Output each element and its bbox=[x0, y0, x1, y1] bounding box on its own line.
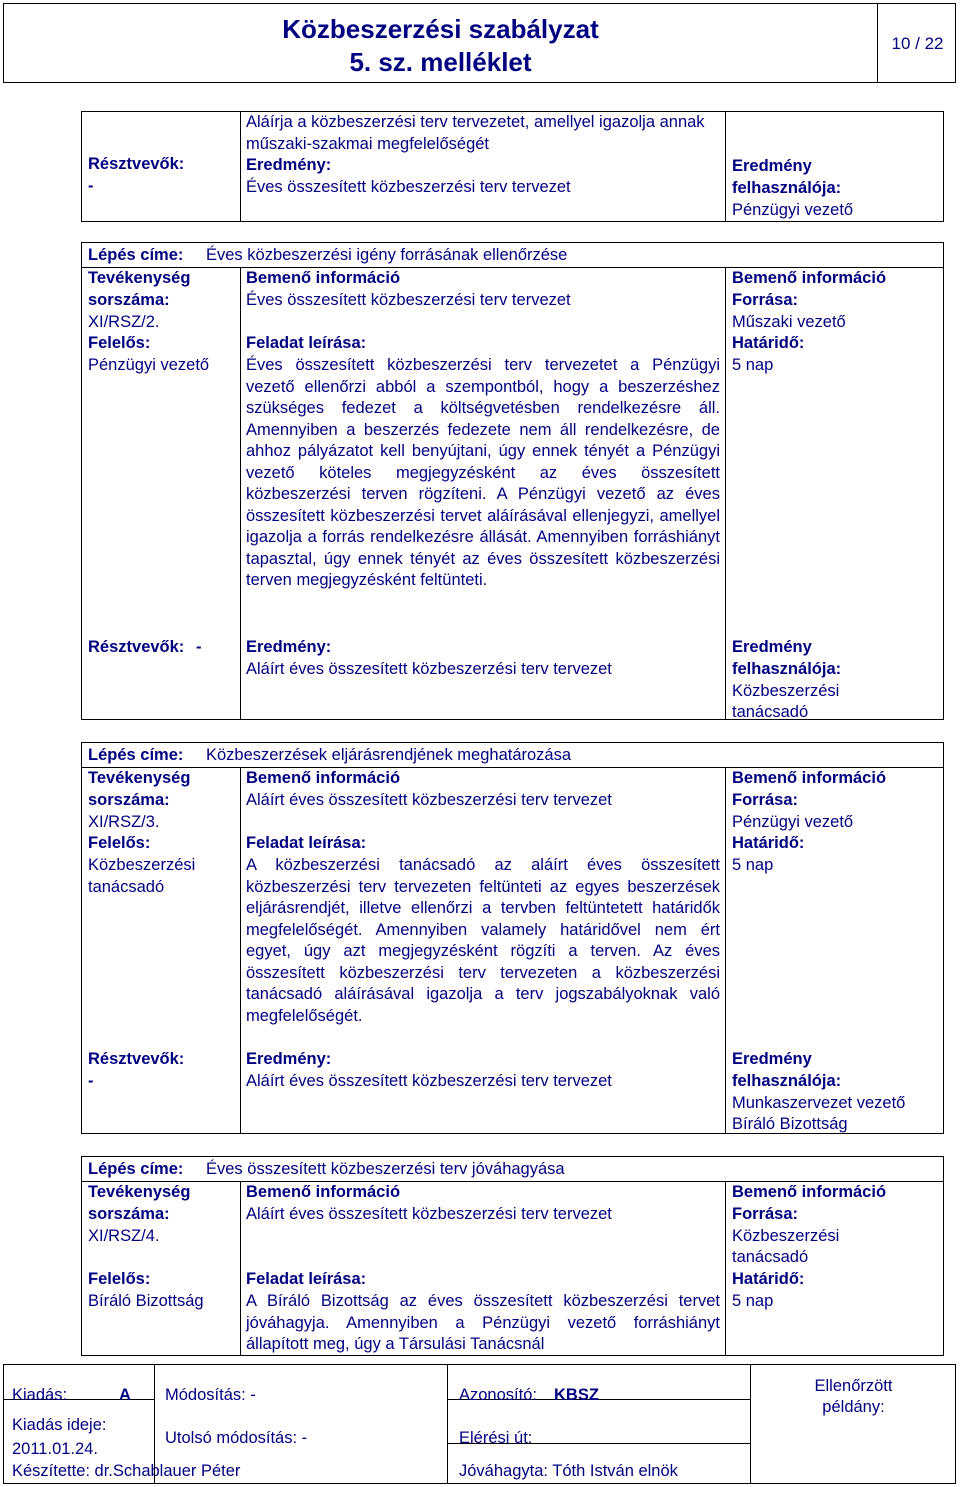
step-title: Éves összesített közbeszerzési terv jóváhagyása bbox=[206, 1160, 565, 1178]
participants-label: Résztvevők: bbox=[88, 638, 185, 656]
activity-label: Tevékenység bbox=[88, 769, 191, 787]
activity-code: XI/RSZ/4. bbox=[88, 1227, 160, 1245]
task-text: A közbeszerzési tanácsadó az aláírt éves összesített közbeszerzési terv tervezeten feltünteti az egyes beszerzések eljárásrendjét, illetve ellenőrzi a tervben feltüntetett határidők megfelelőségét. Amennyiben valamely határidővel nem ért egyet, úgy azt megjegyzésként rögzíti a terven. Az éves összesített közbeszerzési terv tervezeten a közbeszerzési tanácsadó aláírásával igazolja a terv jogszabályoknak való megfelelőségét. bbox=[246, 856, 720, 1025]
input-value: Éves összesített közbeszerzési terv tervezet bbox=[246, 291, 571, 309]
input-value: Aláírt éves összesített közbeszerzési terv tervezet bbox=[246, 1205, 612, 1223]
source-label: Bemenő információ bbox=[732, 269, 887, 287]
input-value: Aláírt éves összesített közbeszerzési terv tervezet bbox=[246, 791, 612, 809]
result-user-value: Munkaszervezet vezető bbox=[732, 1094, 906, 1112]
source-value: Közbeszerzési bbox=[732, 1227, 840, 1245]
document-title: Közbeszerzési szabályzat bbox=[282, 14, 599, 44]
source-label-2: Forrása: bbox=[732, 791, 799, 809]
step-title-label: Lépés címe: bbox=[88, 1160, 184, 1178]
result-value: Aláírt éves összesített közbeszerzési terv tervezet bbox=[246, 1072, 612, 1090]
step-block-3 bbox=[81, 742, 944, 1134]
participants-value: - bbox=[196, 638, 202, 656]
source-label: Bemenő információ bbox=[732, 1183, 887, 1201]
activity-label-2: sorszáma: bbox=[88, 291, 170, 309]
responsible-label: Felelős: bbox=[88, 334, 151, 352]
task-text: Éves összesített közbeszerzési terv tervezetet a Pénzügyi vezető ellenőrzi abból a szempontból, hogy a beszerzéshez szükséges fedezet a költségvetésben rendelkezésre áll. Amennyiben a beszerzés fedezete nem áll rendelkezésre, de ahhoz pályázatot kell benyújtani, úgy ennek tényét a Pénzügyi vezető köteles megjegyzésként az éves összesített közbeszerzési terven rögzíteni. A Pénzügyi vezető az éves összesített közbeszerzési tervet aláírásával ellenjegyzi, amellyel igazolja a forrás rendelkezésre állását. Amennyiben forráshiányt tapasztal, úgy ennek tényét az éves összesített közbeszerzési terven megjegyzésként feltünteti. bbox=[246, 356, 720, 589]
source-value: Pénzügyi vezető bbox=[732, 813, 854, 831]
last-modification: Utolsó módosítás: - bbox=[165, 1429, 308, 1447]
source-value: Műszaki vezető bbox=[732, 313, 846, 331]
step-title: Közbeszerzések eljárásrendjének meghatározása bbox=[206, 746, 572, 764]
activity-label: Tevékenység bbox=[88, 269, 191, 287]
activity-code: XI/RSZ/3. bbox=[88, 813, 160, 831]
path-label: Elérési út: bbox=[459, 1429, 533, 1447]
page-header bbox=[3, 3, 956, 83]
source-label-2: Forrása: bbox=[732, 291, 799, 309]
task-label: Feladat leírása: bbox=[246, 334, 367, 352]
participants-value: - bbox=[88, 177, 94, 195]
modification: Módosítás: - bbox=[165, 1386, 256, 1404]
page-number: 10 / 22 bbox=[891, 34, 944, 53]
input-label: Bemenő információ bbox=[246, 1183, 401, 1201]
step-title-label: Lépés címe: bbox=[88, 246, 184, 264]
result-value: Aláírt éves összesített közbeszerzési terv tervezet bbox=[246, 660, 612, 678]
deadline-value: 5 nap bbox=[732, 356, 774, 374]
document-subtitle: 5. sz. melléklet bbox=[349, 47, 532, 77]
result-user-value: Közbeszerzési bbox=[732, 682, 840, 700]
task-label: Feladat leírása: bbox=[246, 834, 367, 852]
input-label: Bemenő információ bbox=[246, 269, 401, 287]
result-user-value-2: tanácsadó bbox=[732, 703, 809, 721]
deadline-value: 5 nap bbox=[732, 856, 774, 874]
deadline-value: 5 nap bbox=[732, 1292, 774, 1310]
responsible-value: Pénzügyi vezető bbox=[88, 356, 210, 374]
result-user-label: Eredmény bbox=[732, 638, 812, 656]
result-label: Eredmény: bbox=[246, 638, 332, 656]
checked-copy-label: Ellenőrzött bbox=[814, 1377, 893, 1395]
approved-by: Jóváhagyta: Tóth István elnök bbox=[459, 1462, 678, 1480]
result-user-label-2: felhasználója: bbox=[732, 179, 842, 197]
input-label: Bemenő információ bbox=[246, 769, 401, 787]
responsible-value: Bíráló Bizottság bbox=[88, 1292, 204, 1310]
deadline-label: Határidő: bbox=[732, 834, 805, 852]
identifier-label: Azonosító: bbox=[459, 1386, 537, 1404]
issue-date-value: 2011.01.24. bbox=[12, 1440, 98, 1458]
issue-value: A bbox=[119, 1386, 131, 1404]
step-title-label: Lépés címe: bbox=[88, 746, 184, 764]
result-user-label-2: felhasználója: bbox=[732, 660, 842, 678]
checked-copy-label-2: példány: bbox=[822, 1398, 885, 1416]
issue-date-label: Kiadás ideje: bbox=[12, 1416, 107, 1434]
activity-label-2: sorszáma: bbox=[88, 1205, 170, 1223]
prepared-by: Készítette: dr.Schablauer Péter bbox=[12, 1462, 241, 1480]
step-title: Éves közbeszerzési igény forrásának ellenőrzése bbox=[206, 246, 568, 264]
block-top-continuation bbox=[81, 111, 944, 222]
result-label: Eredmény: bbox=[246, 1050, 332, 1068]
step-block-2 bbox=[81, 242, 944, 720]
activity-code: XI/RSZ/2. bbox=[88, 313, 160, 331]
result-user-label: Eredmény bbox=[732, 157, 812, 175]
result-user-value: Pénzügyi vezető bbox=[732, 201, 854, 219]
deadline-label: Határidő: bbox=[732, 1270, 805, 1288]
result-value: Éves összesített közbeszerzési terv tervezet bbox=[246, 178, 571, 196]
step-block-4 bbox=[81, 1156, 944, 1356]
identifier-value: KBSZ bbox=[554, 1386, 599, 1404]
responsible-label: Felelős: bbox=[88, 834, 151, 852]
participants-label: Résztvevők: bbox=[88, 1050, 185, 1068]
responsible-label: Felelős: bbox=[88, 1270, 151, 1288]
responsible-value: Közbeszerzési bbox=[88, 856, 196, 874]
top-text: Aláírja a közbeszerzési terv tervezetet, amellyel igazolja annak műszaki-szakmai megfelelőségét bbox=[246, 113, 705, 153]
participants-value: - bbox=[88, 1072, 94, 1090]
activity-label-2: sorszáma: bbox=[88, 791, 170, 809]
task-text: A Bíráló Bizottság az éves összesített közbeszerzési tervet jóváhagyja. Amennyiben a Pénzügyi vezető forráshiányt állapított meg, úgy a Társulási Tanácsnál bbox=[246, 1292, 720, 1353]
result-user-label: Eredmény bbox=[732, 1050, 812, 1068]
issue-label: Kiadás: bbox=[12, 1386, 68, 1404]
source-label: Bemenő információ bbox=[732, 769, 887, 787]
result-user-label-2: felhasználója: bbox=[732, 1072, 842, 1090]
task-label: Feladat leírása: bbox=[246, 1270, 367, 1288]
result-user-value-2: Bíráló Bizottság bbox=[732, 1115, 848, 1133]
activity-label: Tevékenység bbox=[88, 1183, 191, 1201]
responsible-value-2: tanácsadó bbox=[88, 878, 165, 896]
page-footer bbox=[3, 1364, 956, 1484]
source-label-2: Forrása: bbox=[732, 1205, 799, 1223]
result-label: Eredmény: bbox=[246, 156, 332, 174]
participants-label: Résztvevők: bbox=[88, 155, 185, 173]
source-value-2: tanácsadó bbox=[732, 1248, 809, 1266]
deadline-label: Határidő: bbox=[732, 334, 805, 352]
